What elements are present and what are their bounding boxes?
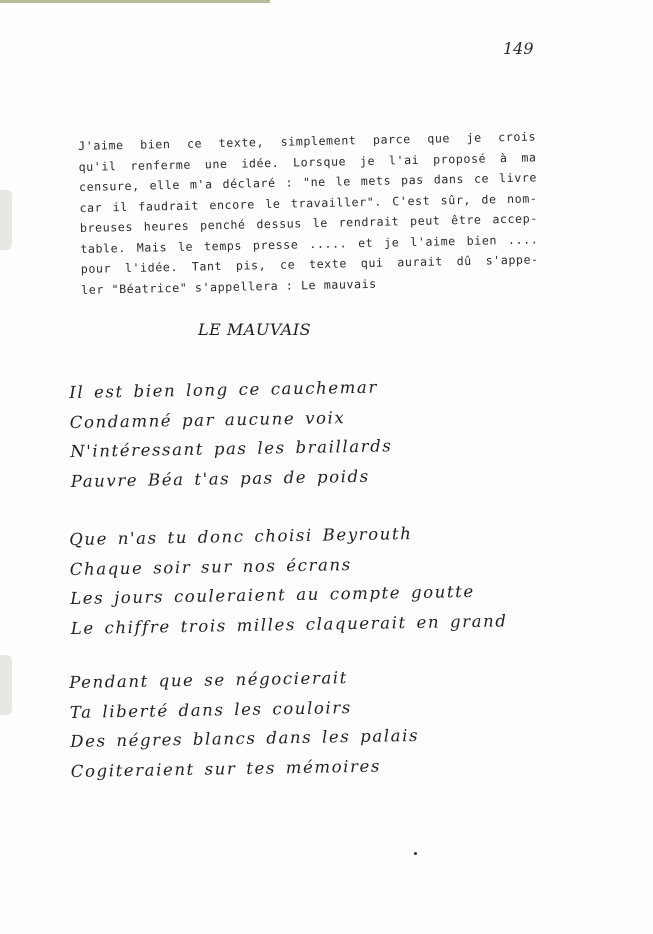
intro-line: qu'il renferme une idée. Lorsque je l'ai proposé à ma (78, 149, 537, 174)
poem-verse: Chaque soir sur nos écrans (69, 554, 352, 579)
poem-verse: Il est bien long ce cauchemar (69, 377, 379, 402)
poem-verse: Ta liberté dans les couloirs (69, 697, 353, 722)
poem-stanza (69, 517, 508, 643)
poem-verse: Condamné par aucune voix (69, 407, 346, 432)
poem-verse: Des négres blancs dans les palais (70, 725, 420, 751)
intro-line: table. Mais le temps presse ..... et je l'aime bien .... (80, 231, 539, 256)
poem-verse: Cogiteraient sur tes mémoires (70, 756, 382, 781)
poem-verse: Que n'as tu donc choisi Beyrouth (69, 524, 413, 549)
page-number: 149 (503, 39, 534, 58)
poem-verse: Pauvre Béa t'as pas de poids (70, 466, 370, 491)
poem-title: LE MAUVAIS (198, 320, 312, 339)
intro-line: J'aime bien ce texte, simplement parce que je crois (78, 129, 537, 153)
intro-line: car il faudrait encore le travailler". C'est sûr, de nom- (79, 190, 538, 215)
intro-line: pour l'idée. Tant pis, ce texte qui aurait dû s'appe- (80, 252, 539, 276)
intro-line: censure, elle m'a déclaré : "ne le mets pas dans ce livre (78, 170, 538, 194)
intro-line: breuses heures penché dessus le rendrait peut être accep- (79, 211, 538, 235)
poem-stanza (69, 372, 393, 496)
poem-verse: Pendant que se négocierait (69, 668, 349, 692)
binding-hole-mark (0, 190, 12, 250)
poem-stanza (69, 662, 420, 786)
intro-paragraph (78, 126, 539, 300)
poem-verse: Le chiffre trois milles claquerait en grand (70, 610, 508, 638)
binding-hole-mark (0, 655, 12, 715)
top-edge-rule (0, 0, 270, 3)
intro-line: ler "Béatrice" s'appellera : Le mauvais (81, 276, 377, 297)
poem-verse: N'intéressant pas les braillards (70, 436, 393, 461)
ink-speck (414, 852, 417, 855)
poem-verse: Les jours couleraient au compte goutte (70, 581, 475, 608)
